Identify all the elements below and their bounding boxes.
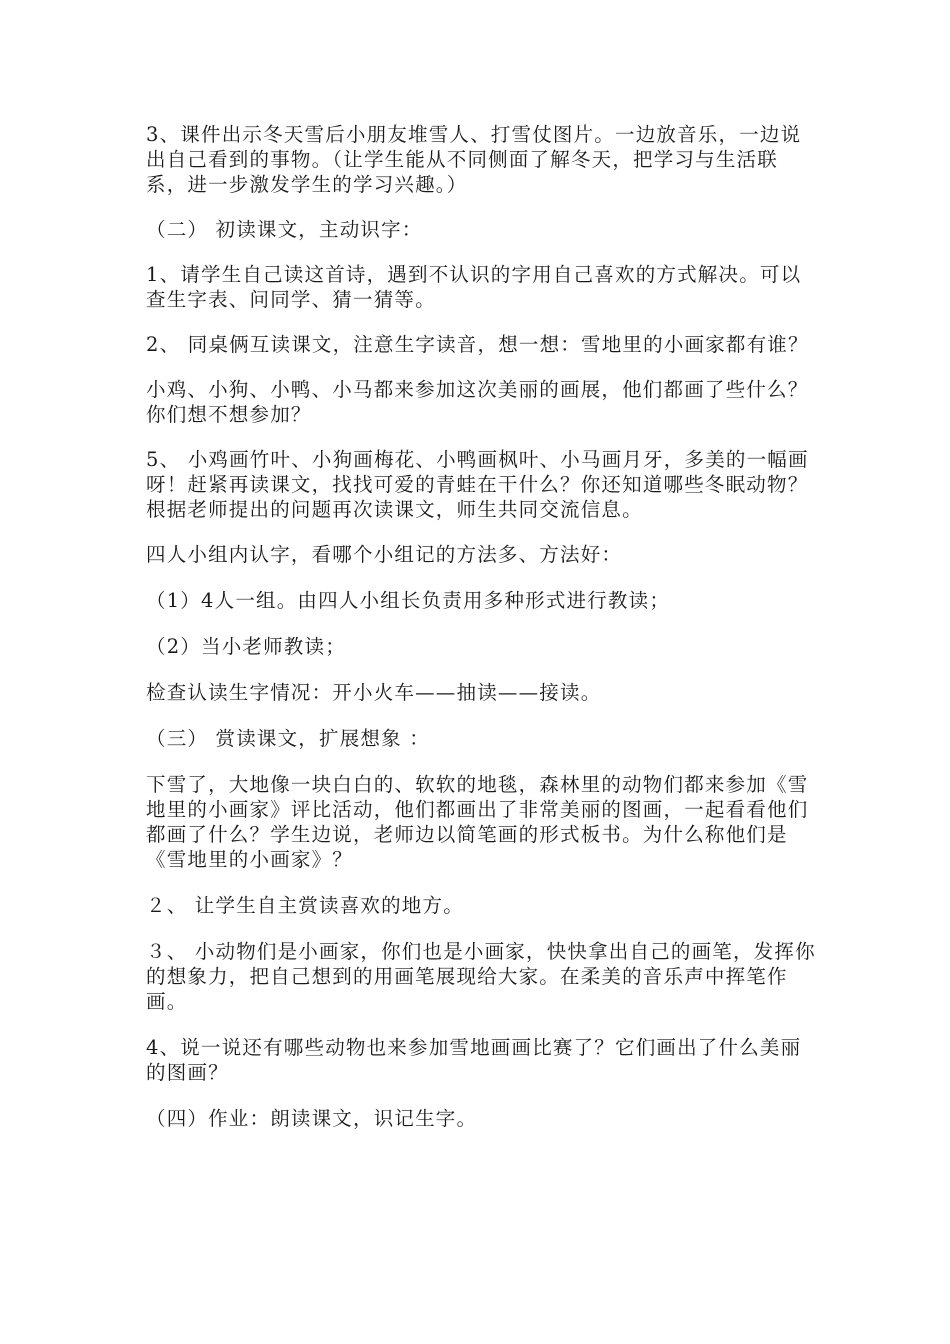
paragraph-step-5-drawings: 5、 小鸡画竹叶、小狗画梅花、小鸭画枫叶、小马画月牙，多美的一幅画呀！赶紧再读课文，找找可爱的青蛙在干什么？你还知道哪些冬眠动物？根据老师提出的问题再次读课文，师生共同交流信息。 <box>146 448 809 521</box>
paragraph-courseware-intro: 3、课件出示冬天雪后小朋友堆雪人、打雪仗图片。一边放音乐，一边说出自己看到的事物。（让学生能从不同侧面了解冬天，把学习与生活联系，进一步激发学生的学习兴趣。） <box>146 123 802 196</box>
paragraph-item-1-groups: （1）4人一组。由四人小组长负责用多种形式进行教读； <box>146 589 671 612</box>
paragraph-item-2-little-teacher: （2）当小老师教读； <box>146 635 346 658</box>
paragraph-step-2-desk-mates: 2、 同桌俩互读课文，注意生字读音，想一想：雪地里的小画家都有谁？ <box>146 333 809 356</box>
paragraph-check-reading: 检查认读生字情况：开小火车——抽读——接读。 <box>146 681 602 704</box>
paragraph-snow-story: 下雪了，大地像一块白白的、软软的地毯，森林里的动物们都来参加《雪地里的小画家》评比活动，他们都画出了非常美丽的图画，一起看看他们都画了什么？学生边说，老师边以简笔画的形式板书。为什么称他们是《雪地里的小画家》？ <box>146 773 809 871</box>
paragraph-step-3-drawing: ３、 小动物们是小画家，你们也是小画家，快快拿出自己的画笔，发挥你的想象力，把自己想到的用画笔展现给大家。在柔美的音乐声中挥笔作画。 <box>146 940 816 1013</box>
paragraph-step-2-free-reading: ２、 让学生自主赏读喜欢的地方。 <box>146 894 464 917</box>
section-heading-appreciation: （三） 赏读课文，扩展想象 ： <box>146 727 430 750</box>
document-page <box>146 122 818 1131</box>
paragraph-animals-exhibition: 小鸡、小狗、小鸭、小马都来参加这次美丽的画展，他们都画了些什么？你们想不想参加？ <box>146 378 809 426</box>
paragraph-step-4-discussion: 4、说一说还有哪些动物也来参加雪地画画比赛了？它们画出了什么美丽的图画？ <box>146 1036 802 1084</box>
section-heading-first-reading: （二） 初读课文，主动识字： <box>146 218 423 241</box>
paragraph-step-1-self-reading: 1、请学生自己读这首诗，遇到不认识的字用自己喜欢的方式解决。可以查生字表、问同学、猜一猜等。 <box>146 263 802 311</box>
section-heading-homework: （四）作业：朗读课文，识记生字。 <box>146 1107 478 1130</box>
paragraph-group-recognition: 四人小组内认字，看哪个小组记的方法多、方法好： <box>146 543 623 566</box>
